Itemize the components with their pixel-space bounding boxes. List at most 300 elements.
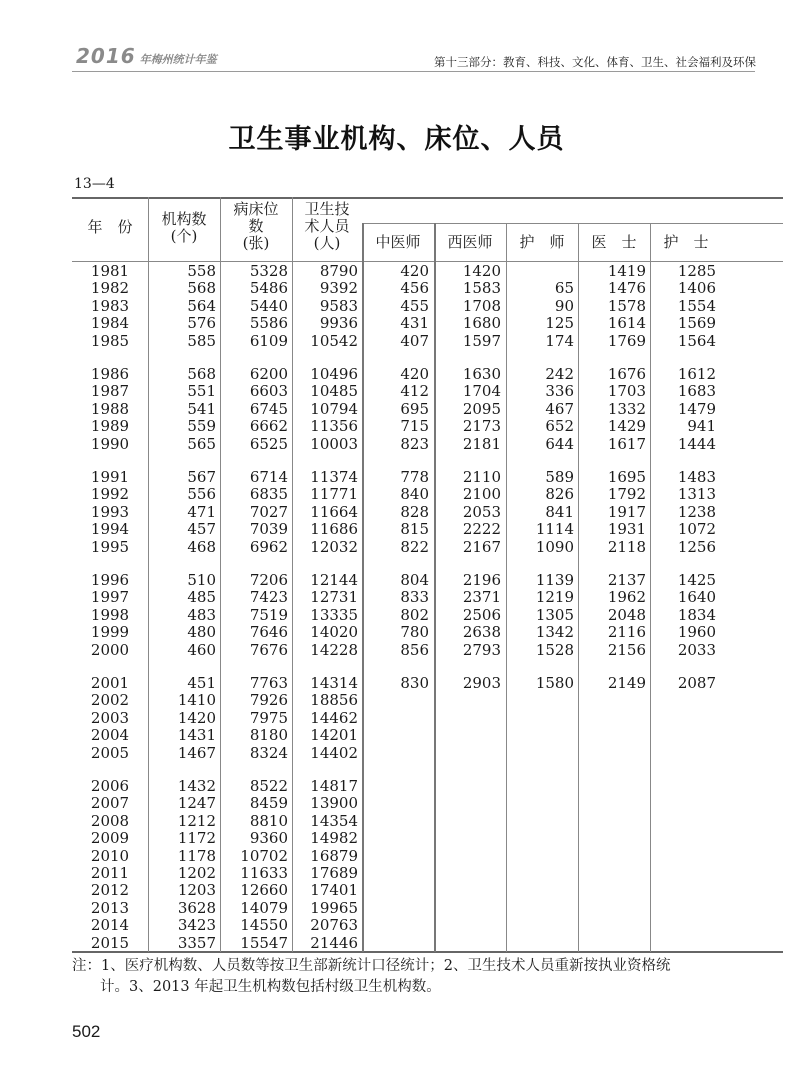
header-tech-line: 卫生技: [304, 200, 350, 218]
cell-senior-nurses: 1139: [535, 571, 574, 589]
cell-tech-staff: 18856: [310, 691, 358, 710]
cell-tech-staff: 14314: [310, 674, 358, 692]
table-row: [72, 401, 783, 418]
cell-year: 1982: [90, 279, 130, 298]
cell-institutions: 451: [187, 674, 216, 692]
cell-tcm-doctors: 431: [400, 314, 429, 333]
cell-nurses: 1406: [677, 279, 716, 298]
cell-year: 1991: [90, 468, 130, 486]
table-row: [72, 469, 783, 486]
table-row: [72, 486, 783, 503]
cell-tech-staff: 14402: [310, 743, 358, 762]
cell-tech-staff: 13900: [310, 794, 358, 813]
cell-senior-nurses: 336: [545, 382, 574, 401]
cell-western-doctors: 1680: [462, 314, 501, 333]
note-line-1: 注：1、医疗机构数、人员数等按卫生部新统计口径统计；2、卫生技术人员重新按执业资格统: [72, 958, 671, 974]
cell-tcm-doctors: 802: [400, 605, 429, 624]
cell-western-doctors: 1420: [462, 262, 501, 280]
header-nurses: 护 士: [663, 233, 709, 251]
cell-tech-staff: 11686: [310, 520, 358, 539]
cell-tcm-doctors: 804: [400, 571, 429, 589]
cell-tcm-doctors: 822: [400, 537, 429, 556]
cell-western-doctors: 2638: [462, 623, 501, 642]
cell-institutions: 1247: [177, 794, 216, 813]
cell-nurses: 1425: [677, 571, 716, 589]
cell-institutions: 3357: [177, 933, 216, 952]
cell-institutions: 1467: [177, 743, 216, 762]
table-row: [72, 848, 783, 865]
cell-nurses: 1683: [677, 382, 716, 401]
cell-year: 2000: [90, 640, 130, 659]
cell-tech-staff: 10794: [310, 399, 358, 418]
cell-beds: 8810: [249, 811, 288, 830]
cell-tech-staff: 13335: [310, 605, 358, 624]
cell-tech-staff: 21446: [310, 933, 358, 952]
cell-senior-nurses: 1114: [535, 520, 574, 539]
cell-western-doctors: 2095: [462, 399, 501, 418]
cell-western-doctors: 2903: [462, 674, 501, 692]
cell-tech-staff: 16879: [310, 846, 358, 865]
cell-institutions: 1212: [177, 811, 216, 830]
cell-institutions: 510: [187, 571, 216, 589]
cell-institutions: 558: [187, 262, 216, 280]
cell-western-doctors: 2222: [462, 520, 501, 539]
cell-tech-staff: 10542: [310, 331, 358, 350]
cell-nurses: 1238: [677, 502, 716, 521]
cell-beds: 8324: [249, 743, 288, 762]
cell-tech-staff: 10485: [310, 382, 358, 401]
cell-beds: 8522: [249, 777, 288, 795]
cell-assistant-doctors: 1419: [607, 262, 646, 280]
yearbook-logo: [76, 44, 217, 68]
cell-year: 2002: [90, 691, 130, 710]
header-beds-line: 数: [248, 217, 264, 235]
cell-beds: 12660: [240, 881, 288, 900]
cell-year: 2004: [90, 726, 130, 745]
header-year: 年 份: [87, 218, 133, 236]
cell-tech-staff: 8790: [319, 262, 358, 280]
cell-tech-staff: 10003: [310, 434, 358, 453]
cell-nurses: 1285: [677, 262, 716, 280]
cell-beds: 6662: [249, 417, 288, 436]
cell-beds: 5586: [249, 314, 288, 333]
cell-year: 1988: [90, 399, 130, 418]
cell-beds: 6603: [249, 382, 288, 401]
header-beds-unit: (张): [242, 234, 270, 252]
cell-western-doctors: 2167: [462, 537, 501, 556]
cell-year: 2005: [90, 743, 130, 762]
cell-year: 2014: [90, 916, 130, 935]
cell-institutions: 1202: [177, 864, 216, 882]
cell-tcm-doctors: 840: [400, 485, 429, 504]
cell-year: 2011: [90, 864, 130, 882]
cell-institutions: 541: [187, 399, 216, 418]
header-western-doctors: 西医师: [447, 233, 493, 251]
cell-tcm-doctors: 407: [400, 331, 429, 350]
table-row: [72, 298, 783, 315]
header-divider: [72, 71, 755, 72]
cell-assistant-doctors: 1332: [607, 399, 646, 418]
cell-senior-nurses: 90: [554, 296, 574, 315]
header-tech-unit: (人): [313, 234, 341, 252]
cell-western-doctors: 2793: [462, 640, 501, 659]
table-row: [72, 504, 783, 521]
cell-nurses: 1834: [677, 605, 716, 624]
cell-assistant-doctors: 1614: [607, 314, 646, 333]
cell-tcm-doctors: 778: [400, 468, 429, 486]
cell-year: 2003: [90, 708, 130, 727]
cell-tech-staff: 14020: [310, 623, 358, 642]
statistics-table: [72, 197, 783, 952]
cell-tcm-doctors: 833: [400, 588, 429, 607]
cell-beds: 7926: [249, 691, 288, 710]
cell-tech-staff: 14201: [310, 726, 358, 745]
cell-tech-staff: 12144: [310, 571, 358, 589]
cell-year: 1993: [90, 502, 130, 521]
table-row: [72, 745, 783, 762]
cell-year: 1999: [90, 623, 130, 642]
cell-institutions: 565: [187, 434, 216, 453]
cell-tech-staff: 20763: [310, 916, 358, 935]
table-row: [72, 710, 783, 727]
cell-tech-staff: 14228: [310, 640, 358, 659]
cell-beds: 7027: [249, 502, 288, 521]
cell-assistant-doctors: 1617: [607, 434, 646, 453]
cell-assistant-doctors: 1917: [607, 502, 646, 521]
cell-assistant-doctors: 1695: [607, 468, 646, 486]
cell-institutions: 483: [187, 605, 216, 624]
cell-nurses: 1483: [677, 468, 716, 486]
cell-institutions: 568: [187, 279, 216, 298]
cell-western-doctors: 2100: [462, 485, 501, 504]
cell-senior-nurses: 125: [545, 314, 574, 333]
cell-tech-staff: 9392: [319, 279, 358, 298]
cell-year: 1981: [90, 262, 130, 280]
cell-year: 1989: [90, 417, 130, 436]
cell-year: 1987: [90, 382, 130, 401]
table-row: [72, 436, 783, 453]
logo-year: 2016: [76, 44, 136, 68]
cell-institutions: 1203: [177, 881, 216, 900]
cell-senior-nurses: 1090: [535, 537, 574, 556]
cell-senior-nurses: 1528: [535, 640, 574, 659]
cell-beds: 6714: [249, 468, 288, 486]
cell-year: 2001: [90, 674, 130, 692]
table-row: [72, 280, 783, 297]
cell-year: 1992: [90, 485, 130, 504]
cell-institutions: 460: [187, 640, 216, 659]
cell-assistant-doctors: 2116: [607, 623, 646, 642]
cell-senior-nurses: 1342: [535, 623, 574, 642]
cell-assistant-doctors: 1578: [607, 296, 646, 315]
cell-tech-staff: 12032: [310, 537, 358, 556]
cell-beds: 8180: [249, 726, 288, 745]
table-row: [72, 692, 783, 709]
cell-year: 1994: [90, 520, 130, 539]
cell-year: 1990: [90, 434, 130, 453]
cell-institutions: 1410: [177, 691, 216, 710]
cell-beds: 7676: [249, 640, 288, 659]
table-row: [72, 315, 783, 332]
cell-institutions: 576: [187, 314, 216, 333]
cell-nurses: 1960: [677, 623, 716, 642]
cell-year: 1983: [90, 296, 130, 315]
cell-year: 1985: [90, 331, 130, 350]
cell-beds: 7975: [249, 708, 288, 727]
table-row: [72, 917, 783, 934]
cell-senior-nurses: 589: [545, 468, 574, 486]
table-row: [72, 539, 783, 556]
cell-assistant-doctors: 1703: [607, 382, 646, 401]
cell-beds: 5486: [249, 279, 288, 298]
cell-tcm-doctors: 420: [400, 262, 429, 280]
cell-tech-staff: 14817: [310, 777, 358, 795]
cell-beds: 9360: [249, 829, 288, 848]
section-header: 第十三部分：教育、科技、文化、体育、卫生、社会福利及环保: [434, 55, 756, 69]
cell-institutions: 457: [187, 520, 216, 539]
cell-tech-staff: 19965: [310, 898, 358, 917]
cell-tech-staff: 10496: [310, 365, 358, 383]
table-row: [72, 383, 783, 400]
cell-beds: 10702: [240, 846, 288, 865]
table-row: [72, 418, 783, 435]
cell-tcm-doctors: 780: [400, 623, 429, 642]
cell-year: 1995: [90, 537, 130, 556]
cell-nurses: 1554: [677, 296, 716, 315]
cell-year: 2006: [90, 777, 130, 795]
cell-western-doctors: 1704: [462, 382, 501, 401]
table-row: [72, 900, 783, 917]
cell-tech-staff: 14462: [310, 708, 358, 727]
cell-beds: 14079: [240, 898, 288, 917]
cell-senior-nurses: 826: [545, 485, 574, 504]
cell-tech-staff: 14354: [310, 811, 358, 830]
header-institutions: [148, 211, 220, 245]
cell-tech-staff: 11664: [310, 502, 358, 521]
cell-year: 1998: [90, 605, 130, 624]
cell-beds: 14550: [240, 916, 288, 935]
cell-institutions: 567: [187, 468, 216, 486]
cell-tech-staff: 9936: [319, 314, 358, 333]
cell-institutions: 556: [187, 485, 216, 504]
cell-assistant-doctors: 2149: [607, 674, 646, 692]
cell-tech-staff: 12731: [310, 588, 358, 607]
cell-year: 1986: [90, 365, 130, 383]
header-tcm-doctors: 中医师: [375, 233, 421, 251]
table-top-rule: [72, 197, 783, 199]
cell-institutions: 480: [187, 623, 216, 642]
table-row: [72, 865, 783, 882]
cell-nurses: 1640: [677, 588, 716, 607]
table-row: [72, 333, 783, 350]
cell-beds: 6745: [249, 399, 288, 418]
subheader-rule: [362, 223, 783, 224]
cell-institutions: 585: [187, 331, 216, 350]
cell-tech-staff: 14982: [310, 829, 358, 848]
cell-nurses: 1256: [677, 537, 716, 556]
cell-beds: 5328: [249, 262, 288, 280]
cell-tcm-doctors: 856: [400, 640, 429, 659]
cell-senior-nurses: 1580: [535, 674, 574, 692]
cell-assistant-doctors: 1769: [607, 331, 646, 350]
table-row: [72, 589, 783, 606]
table-row: [72, 795, 783, 812]
cell-institutions: 468: [187, 537, 216, 556]
cell-western-doctors: 2110: [462, 468, 501, 486]
header-senior-nurses: 护 师: [519, 233, 565, 251]
cell-year: 1996: [90, 571, 130, 589]
cell-nurses: 941: [687, 417, 716, 436]
cell-senior-nurses: 1305: [535, 605, 574, 624]
cell-western-doctors: 1708: [462, 296, 501, 315]
cell-nurses: 1612: [677, 365, 716, 383]
note-line-2: 计。3、2013 年起卫生机构数包括村级卫生机构数。: [100, 979, 441, 995]
cell-year: 2007: [90, 794, 130, 813]
cell-nurses: 1479: [677, 399, 716, 418]
cell-year: 2015: [90, 933, 130, 952]
cell-tcm-doctors: 456: [400, 279, 429, 298]
cell-institutions: 485: [187, 588, 216, 607]
cell-tech-staff: 9583: [319, 296, 358, 315]
cell-institutions: 1431: [177, 726, 216, 745]
cell-western-doctors: 1583: [462, 279, 501, 298]
cell-beds: 6835: [249, 485, 288, 504]
header-tech-staff: [292, 201, 362, 252]
cell-senior-nurses: 841: [545, 502, 574, 521]
header-institutions-unit: (个): [170, 227, 198, 245]
cell-assistant-doctors: 1962: [607, 588, 646, 607]
cell-assistant-doctors: 1676: [607, 365, 646, 383]
table-row: [72, 778, 783, 795]
cell-beds: 11633: [240, 864, 288, 882]
table-row: [72, 675, 783, 692]
cell-year: 2008: [90, 811, 130, 830]
cell-assistant-doctors: 2156: [607, 640, 646, 659]
cell-assistant-doctors: 2118: [607, 537, 646, 556]
cell-institutions: 1420: [177, 708, 216, 727]
cell-beds: 6525: [249, 434, 288, 453]
cell-western-doctors: 2181: [462, 434, 501, 453]
cell-year: 2009: [90, 829, 130, 848]
cell-beds: 15547: [240, 933, 288, 952]
cell-beds: 7519: [249, 605, 288, 624]
header-tech-line: 术人员: [304, 217, 350, 235]
table-row: [72, 624, 783, 641]
cell-tcm-doctors: 412: [400, 382, 429, 401]
cell-nurses: 1569: [677, 314, 716, 333]
cell-assistant-doctors: 1429: [607, 417, 646, 436]
cell-beds: 8459: [249, 794, 288, 813]
cell-beds: 7423: [249, 588, 288, 607]
cell-western-doctors: 2196: [462, 571, 501, 589]
table-row: [72, 882, 783, 899]
cell-institutions: 1172: [177, 829, 216, 848]
page-title: 卫生事业机构、床位、人员: [228, 124, 565, 155]
cell-senior-nurses: 644: [545, 434, 574, 453]
cell-nurses: 1444: [677, 434, 716, 453]
cell-nurses: 1072: [677, 520, 716, 539]
cell-tcm-doctors: 695: [400, 399, 429, 418]
table-row: [72, 572, 783, 589]
cell-western-doctors: 2506: [462, 605, 501, 624]
cell-tech-staff: 17689: [310, 864, 358, 882]
header-assistant-doctors: 医 士: [591, 233, 637, 251]
cell-assistant-doctors: 1931: [607, 520, 646, 539]
header-institutions-line: 机构数: [161, 210, 207, 228]
cell-tech-staff: 17401: [310, 881, 358, 900]
cell-nurses: 2033: [677, 640, 716, 659]
table-row: [72, 727, 783, 744]
table-number: 13—4: [74, 176, 115, 192]
cell-western-doctors: 2053: [462, 502, 501, 521]
cell-institutions: 3423: [177, 916, 216, 935]
cell-nurses: 1313: [677, 485, 716, 504]
cell-western-doctors: 1630: [462, 365, 501, 383]
cell-year: 2010: [90, 846, 130, 865]
table-row: [72, 935, 783, 952]
header-beds-line: 病床位: [233, 200, 279, 218]
cell-institutions: 1178: [177, 846, 216, 865]
cell-tcm-doctors: 823: [400, 434, 429, 453]
table-row: [72, 263, 783, 280]
cell-beds: 7039: [249, 520, 288, 539]
cell-beds: 7646: [249, 623, 288, 642]
cell-beds: 6962: [249, 537, 288, 556]
cell-tech-staff: 11356: [310, 417, 358, 436]
cell-assistant-doctors: 2048: [607, 605, 646, 624]
cell-tcm-doctors: 815: [400, 520, 429, 539]
cell-tcm-doctors: 828: [400, 502, 429, 521]
cell-year: 2012: [90, 881, 130, 900]
cell-institutions: 471: [187, 502, 216, 521]
cell-beds: 7763: [249, 674, 288, 692]
cell-senior-nurses: 467: [545, 399, 574, 418]
cell-tech-staff: 11771: [310, 485, 358, 504]
cell-tech-staff: 11374: [310, 468, 358, 486]
cell-tcm-doctors: 830: [400, 674, 429, 692]
cell-year: 1997: [90, 588, 130, 607]
logo-text: 年梅州统计年鉴: [139, 53, 217, 66]
header-beds: [220, 201, 292, 252]
cell-institutions: 551: [187, 382, 216, 401]
cell-senior-nurses: 242: [545, 365, 574, 383]
table-note: [72, 956, 762, 998]
cell-tcm-doctors: 420: [400, 365, 429, 383]
cell-institutions: 568: [187, 365, 216, 383]
cell-western-doctors: 2371: [462, 588, 501, 607]
cell-year: 2013: [90, 898, 130, 917]
page-number: 502: [72, 1022, 101, 1041]
cell-assistant-doctors: 1792: [607, 485, 646, 504]
cell-assistant-doctors: 1476: [607, 279, 646, 298]
cell-year: 1984: [90, 314, 130, 333]
table-row: [72, 366, 783, 383]
cell-western-doctors: 2173: [462, 417, 501, 436]
cell-western-doctors: 1597: [462, 331, 501, 350]
cell-senior-nurses: 174: [545, 331, 574, 350]
cell-senior-nurses: 65: [554, 279, 574, 298]
cell-assistant-doctors: 2137: [607, 571, 646, 589]
table-row: [72, 830, 783, 847]
cell-beds: 6200: [249, 365, 288, 383]
cell-tcm-doctors: 715: [400, 417, 429, 436]
cell-senior-nurses: 1219: [535, 588, 574, 607]
cell-nurses: 2087: [677, 674, 716, 692]
cell-beds: 5440: [249, 296, 288, 315]
cell-senior-nurses: 652: [545, 417, 574, 436]
table-row: [72, 813, 783, 830]
cell-institutions: 3628: [177, 898, 216, 917]
